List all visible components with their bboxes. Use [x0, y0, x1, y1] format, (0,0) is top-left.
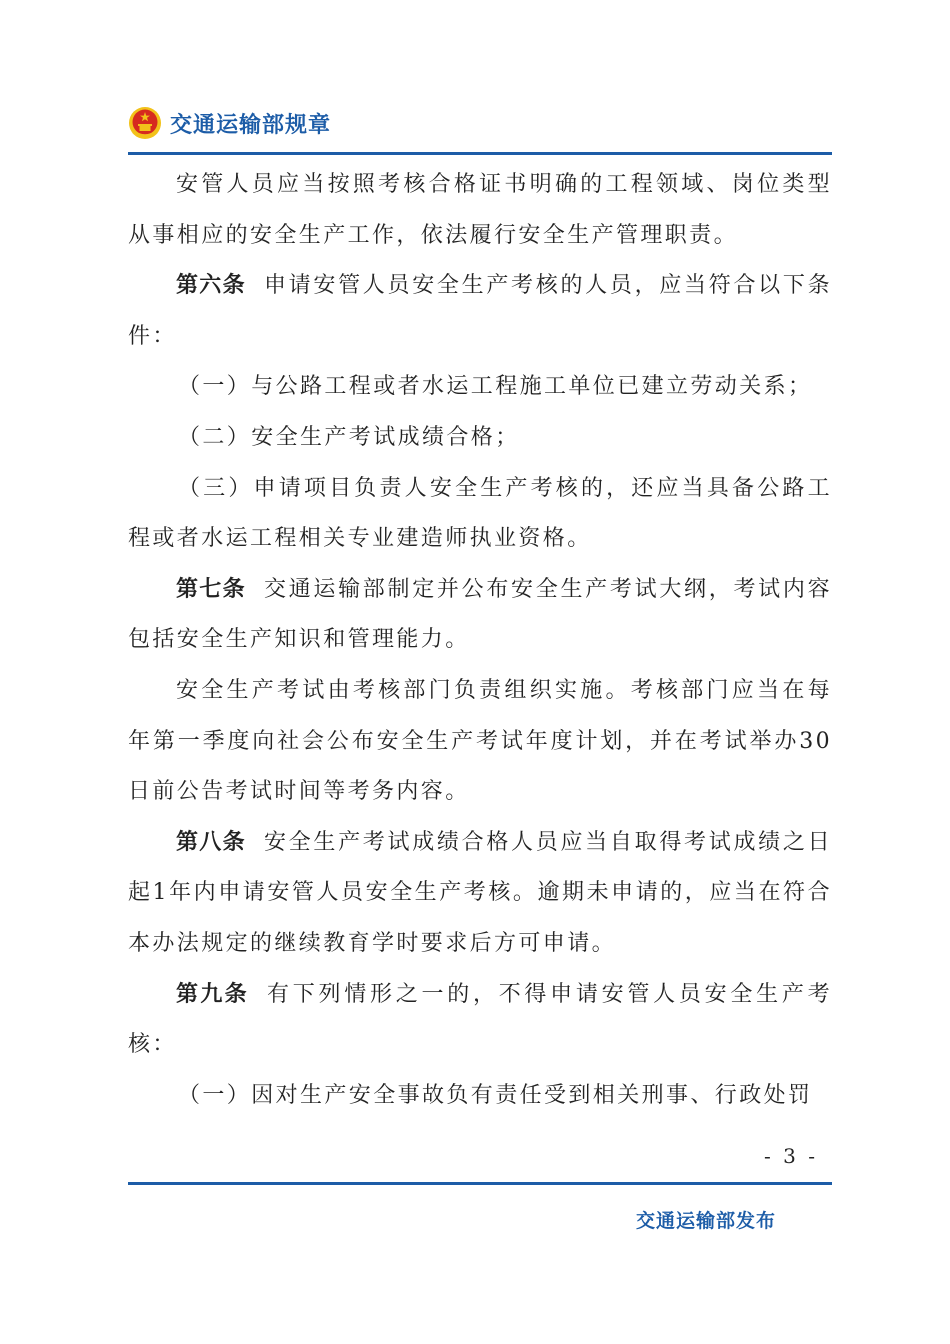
article-label: 第九条: [176, 981, 250, 1007]
article-label: 第七条: [176, 576, 246, 602]
list-item: （三）申请项目负责人安全生产考核的，还应当具备公路工程或者水运工程相关专业建造师执业资格。: [128, 475, 832, 552]
list-item: （一）与公路工程或者水运工程施工单位已建立劳动关系；: [178, 374, 813, 400]
header-divider: [128, 152, 832, 155]
footer-divider: [128, 1182, 832, 1185]
header-title: 交通运输部规章: [170, 112, 332, 138]
national-emblem-icon: [128, 106, 162, 140]
paragraph: 安管人员应当按照考核合格证书明确的工程领域、岗位类型从事相应的安全生产工作，依法履行安全生产管理职责。: [128, 172, 832, 248]
article-7: 第七条 交通运输部制定并公布安全生产考试大纲，考试内容包括安全生产知识和管理能力。: [128, 576, 832, 653]
article-6: 第六条 申请安管人员安全生产考核的人员，应当符合以下条件：: [128, 273, 832, 349]
footer-publisher: 交通运输部发布: [635, 1210, 776, 1232]
list-item: （一）因对生产安全事故负有责任受到相关刑事、行政处罚: [178, 1082, 813, 1108]
article-label: 第六条: [176, 273, 246, 299]
page-header: [128, 102, 331, 144]
document-body: [128, 160, 832, 1121]
article-9: 第九条 有下列情形之一的，不得申请安管人员安全生产考核：: [128, 981, 832, 1058]
article-label: 第八条: [176, 829, 246, 855]
page-number: - 3 -: [764, 1144, 818, 1168]
list-item: （二）安全生产考试成绩合格；: [178, 424, 520, 450]
article-8: 第八条 安全生产考试成绩合格人员应当自取得考试成绩之日起1年内申请安管人员安全生产考核。逾期未申请的，应当在符合本办法规定的继续教育学时要求后方可申请。: [128, 829, 832, 956]
paragraph: 安全生产考试由考核部门负责组织实施。考核部门应当在每年第一季度向社会公布安全生产考试年度计划，并在考试举办30日前公告考试时间等考务内容。: [128, 677, 832, 805]
